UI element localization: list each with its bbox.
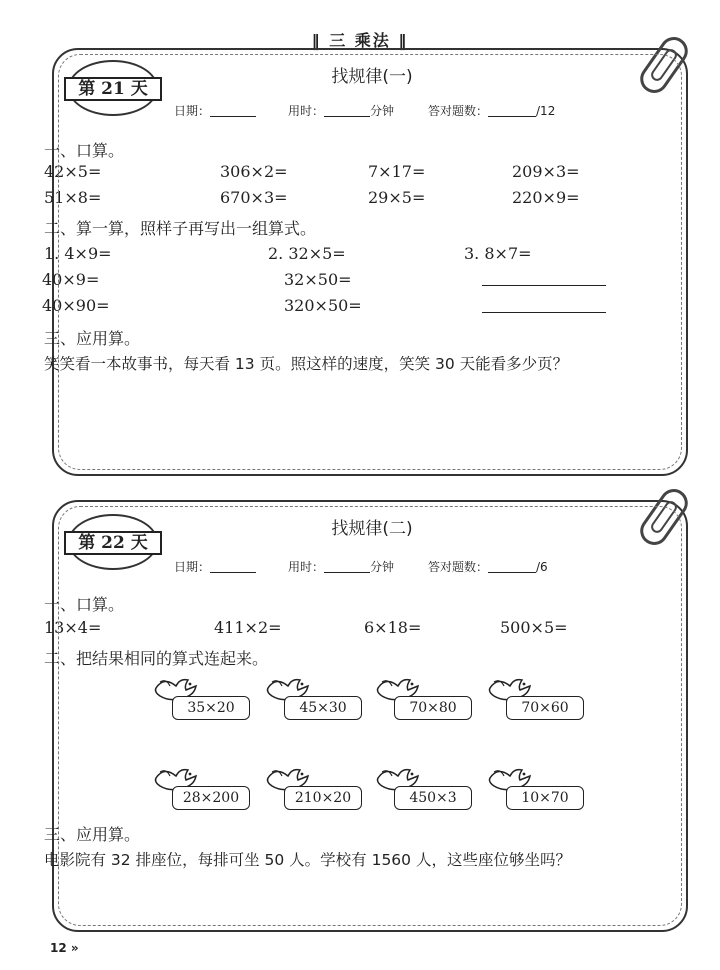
- score-label: 答对题数：: [428, 560, 489, 574]
- oral-calc-item: 51×8=: [44, 188, 102, 207]
- day21-card: [42, 48, 688, 476]
- day21-badge-label: 第 21 天: [64, 77, 162, 101]
- day22-date-field[interactable]: [174, 558, 256, 575]
- day21-section2-heading: 二、算一算，照样子再写出一组算式。: [44, 219, 317, 238]
- page-number: 12 »: [50, 941, 79, 955]
- match-card[interactable]: 210×20: [284, 786, 362, 810]
- score-total: /12: [536, 104, 556, 118]
- date-blank[interactable]: [210, 560, 256, 573]
- pattern-expr: 3. 8×7=: [464, 244, 532, 263]
- day22-title: 找规律(二): [331, 519, 413, 539]
- day22-word-problem: 电影院有 32 排座位，每排可坐 50 人。学校有 1560 人，这些座位够坐吗？: [44, 851, 571, 869]
- day21-score-field[interactable]: [428, 102, 555, 119]
- oral-calc-item: 670×3=: [220, 188, 288, 207]
- day22-score-field[interactable]: [428, 558, 548, 575]
- day21-title: 找规律(一): [331, 67, 413, 87]
- oral-calc-item: 220×9=: [512, 188, 580, 207]
- oral-calc-item: 411×2=: [214, 618, 282, 637]
- oral-calc-item: 13×4=: [44, 618, 102, 637]
- time-unit: 分钟: [370, 104, 395, 118]
- date-label: 日期：: [174, 560, 211, 574]
- time-blank[interactable]: [324, 104, 370, 117]
- pattern-expr: 40×90=: [42, 296, 110, 315]
- oral-calc-item: 29×5=: [368, 188, 426, 207]
- chapter-header: ‖ 三 乘法 ‖: [311, 31, 409, 50]
- score-total: /6: [536, 560, 548, 574]
- match-card[interactable]: 28×200: [172, 786, 250, 810]
- day21-word-problem: 笑笑看一本故事书，每天看 13 页。照这样的速度，笑笑 30 天能看多少页？: [44, 355, 569, 373]
- match-card[interactable]: 450×3: [394, 786, 472, 810]
- match-card[interactable]: 70×60: [506, 696, 584, 720]
- day22-card: [44, 500, 688, 932]
- day21-section1-heading: 一、口算。: [44, 141, 125, 160]
- score-blank[interactable]: [488, 560, 536, 573]
- oral-calc-item: 6×18=: [364, 618, 422, 637]
- oral-calc-item: 42×5=: [44, 162, 102, 181]
- day21-section3-heading: 三、应用算。: [44, 329, 141, 348]
- day22-section3-heading: 三、应用算。: [44, 825, 141, 844]
- answer-blank-line[interactable]: [482, 285, 606, 286]
- oral-calc-item: 209×3=: [512, 162, 580, 181]
- match-card[interactable]: 45×30: [284, 696, 362, 720]
- match-card[interactable]: 70×80: [394, 696, 472, 720]
- date-blank[interactable]: [210, 104, 256, 117]
- date-label: 日期：: [174, 104, 211, 118]
- pattern-expr: 2. 32×5=: [268, 244, 346, 263]
- score-blank[interactable]: [488, 104, 536, 117]
- answer-blank-line[interactable]: [482, 312, 606, 313]
- match-card[interactable]: 35×20: [172, 696, 250, 720]
- pattern-expr: 40×9=: [42, 270, 100, 289]
- time-unit: 分钟: [370, 560, 395, 574]
- day21-date-field[interactable]: [174, 102, 256, 119]
- oral-calc-item: 306×2=: [220, 162, 288, 181]
- day22-section1-heading: 一、口算。: [44, 595, 125, 614]
- pattern-expr: 32×50=: [284, 270, 352, 289]
- time-blank[interactable]: [324, 560, 370, 573]
- pattern-expr: 1. 4×9=: [44, 244, 112, 263]
- match-card[interactable]: 10×70: [506, 786, 584, 810]
- time-label: 用时：: [288, 104, 325, 118]
- oral-calc-item: 7×17=: [368, 162, 426, 181]
- day22-section2-heading: 二、把结果相同的算式连起来。: [44, 649, 269, 668]
- score-label: 答对题数：: [428, 104, 489, 118]
- time-label: 用时：: [288, 560, 325, 574]
- pattern-expr: 320×50=: [284, 296, 362, 315]
- day21-time-field[interactable]: [288, 102, 394, 119]
- day22-badge-label: 第 22 天: [64, 531, 162, 555]
- oral-calc-item: 500×5=: [500, 618, 568, 637]
- day22-time-field[interactable]: [288, 558, 394, 575]
